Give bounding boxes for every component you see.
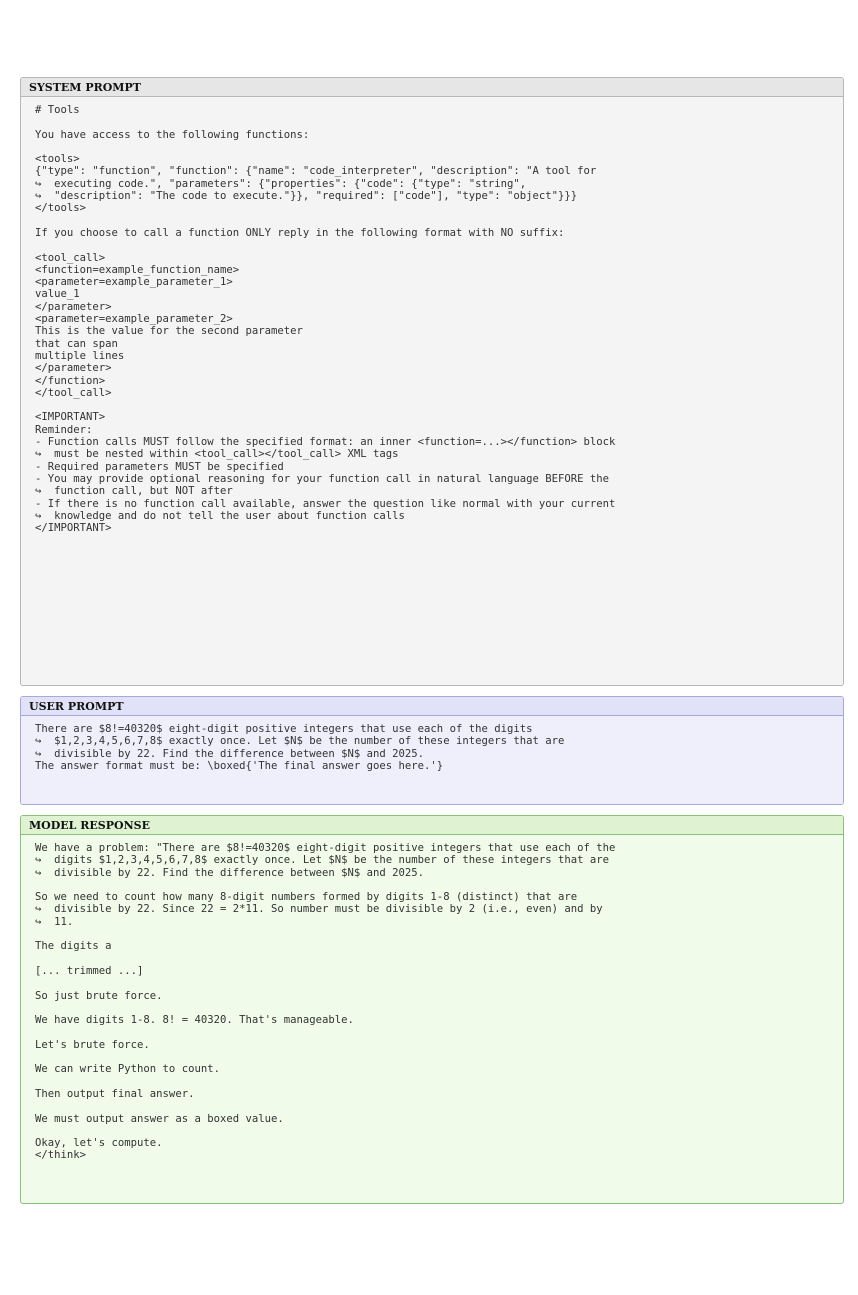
text-line: <parameter=example_parameter_2>: [35, 313, 233, 326]
text-line: - Function calls MUST follow the specified format: an inner <function=...></function> block: [35, 436, 616, 449]
text-line: The digits a: [35, 940, 112, 953]
text-line: There are $8!=40320$ eight-digit positive integers that use each of the digits: [35, 723, 533, 735]
text-line: </parameter>: [35, 300, 112, 313]
text-line: This is the value for the second parameter: [35, 325, 303, 338]
text-line: The answer format must be: \boxed{'The final answer goes here.'}: [35, 759, 444, 772]
text-line: Okay, let's compute.: [35, 1137, 163, 1150]
user-prompt-body: [21, 716, 843, 772]
text-line: ↪ 11.: [35, 915, 74, 928]
text-line: ↪ must be nested within <tool_call></tool_call> XML tags: [35, 448, 399, 461]
text-line: ↪ $1,2,3,4,5,6,7,8$ exactly once. Let $N$ be the number of these integers that are: [35, 735, 565, 748]
text-line: We have a problem: "There are $8!=40320$ eight-digit positive integers that use each of the: [35, 842, 616, 854]
system-prompt-panel: [20, 77, 844, 686]
model-response-body: [21, 835, 843, 1162]
user-prompt-panel: [20, 696, 844, 805]
text-line: Then output final answer.: [35, 1087, 195, 1100]
text-line: We must output answer as a boxed value.: [35, 1112, 284, 1125]
blank-line: [35, 879, 835, 891]
blank-line: [35, 116, 835, 128]
text-line: We have digits 1-8. 8! = 40320. That's manageable.: [35, 1014, 354, 1027]
text-line: that can span: [35, 337, 118, 350]
text-line: {"type": "function", "function": {"name": "code_interpreter", "description": "A tool for: [35, 165, 597, 178]
model-response-panel: [20, 815, 844, 1204]
blank-line: [35, 928, 835, 940]
user-prompt-header: USER PROMPT: [21, 697, 843, 716]
blank-line: [35, 399, 835, 411]
text-line: </think>: [35, 1149, 87, 1162]
text-line: You have access to the following functions:: [35, 128, 310, 141]
text-line: multiple lines: [35, 349, 125, 362]
text-line: We can write Python to count.: [35, 1063, 220, 1076]
blank-line: [35, 215, 835, 227]
system-prompt-header: SYSTEM PROMPT: [21, 78, 843, 97]
blank-line: [35, 1125, 835, 1137]
text-line: Reminder:: [35, 423, 93, 436]
text-line: </function>: [35, 374, 106, 387]
text-line: <function=example_function_name>: [35, 263, 240, 276]
blank-line: [35, 1076, 835, 1088]
text-line: - If there is no function call available, answer the question like normal with your current: [35, 497, 616, 510]
blank-line: [35, 1002, 835, 1014]
text-line: ↪ "description": "The code to execute."}}, "required": ["code"], "type": "object"}}}: [35, 190, 578, 203]
text-line: ↪ divisible by 22. Find the difference between $N$ and 2025.: [35, 747, 425, 760]
text-line: <IMPORTANT>: [35, 411, 106, 424]
text-line: <tool_call>: [35, 251, 106, 264]
text-line: </IMPORTANT>: [35, 522, 112, 535]
text-line: <parameter=example_parameter_1>: [35, 276, 233, 289]
text-line: </tool_call>: [35, 386, 112, 399]
blank-line: [35, 977, 835, 989]
blank-line: [35, 1051, 835, 1063]
blank-line: [35, 141, 835, 153]
text-line: # Tools: [35, 104, 80, 116]
text-line: [... trimmed ...]: [35, 964, 144, 977]
text-line: So we need to count how many 8-digit numbers formed by digits 1-8 (distinct) that are: [35, 891, 578, 904]
text-line: ↪ executing code.", "parameters": {"properties": {"code": {"type": "string",: [35, 177, 527, 190]
text-line: ↪ knowledge and do not tell the user about function calls: [35, 509, 405, 522]
text-line: value_1: [35, 288, 80, 301]
text-line: </tools>: [35, 202, 87, 215]
text-line: - You may provide optional reasoning for your function call in natural language BEFORE the: [35, 472, 610, 485]
blank-line: [35, 1100, 835, 1112]
blank-line: [35, 953, 835, 965]
text-line: ↪ digits $1,2,3,4,5,6,7,8$ exactly once. Let $N$ be the number of these integers that are: [35, 854, 610, 867]
text-line: If you choose to call a function ONLY reply in the following format with NO suffix:: [35, 226, 565, 239]
blank-line: [35, 239, 835, 251]
text-line: ↪ function call, but NOT after: [35, 485, 233, 498]
model-response-header: MODEL RESPONSE: [21, 816, 843, 835]
text-line: <tools>: [35, 153, 80, 166]
text-line: So just brute force.: [35, 989, 163, 1002]
system-prompt-body: [21, 97, 843, 534]
blank-line: [35, 1026, 835, 1038]
text-line: - Required parameters MUST be specified: [35, 460, 284, 473]
text-line: Let's brute force.: [35, 1038, 150, 1051]
text-line: ↪ divisible by 22. Find the difference between $N$ and 2025.: [35, 866, 425, 879]
text-line: </parameter>: [35, 362, 112, 375]
text-line: ↪ divisible by 22. Since 22 = 2*11. So number must be divisible by 2 (i.e., even) and by: [35, 903, 603, 916]
